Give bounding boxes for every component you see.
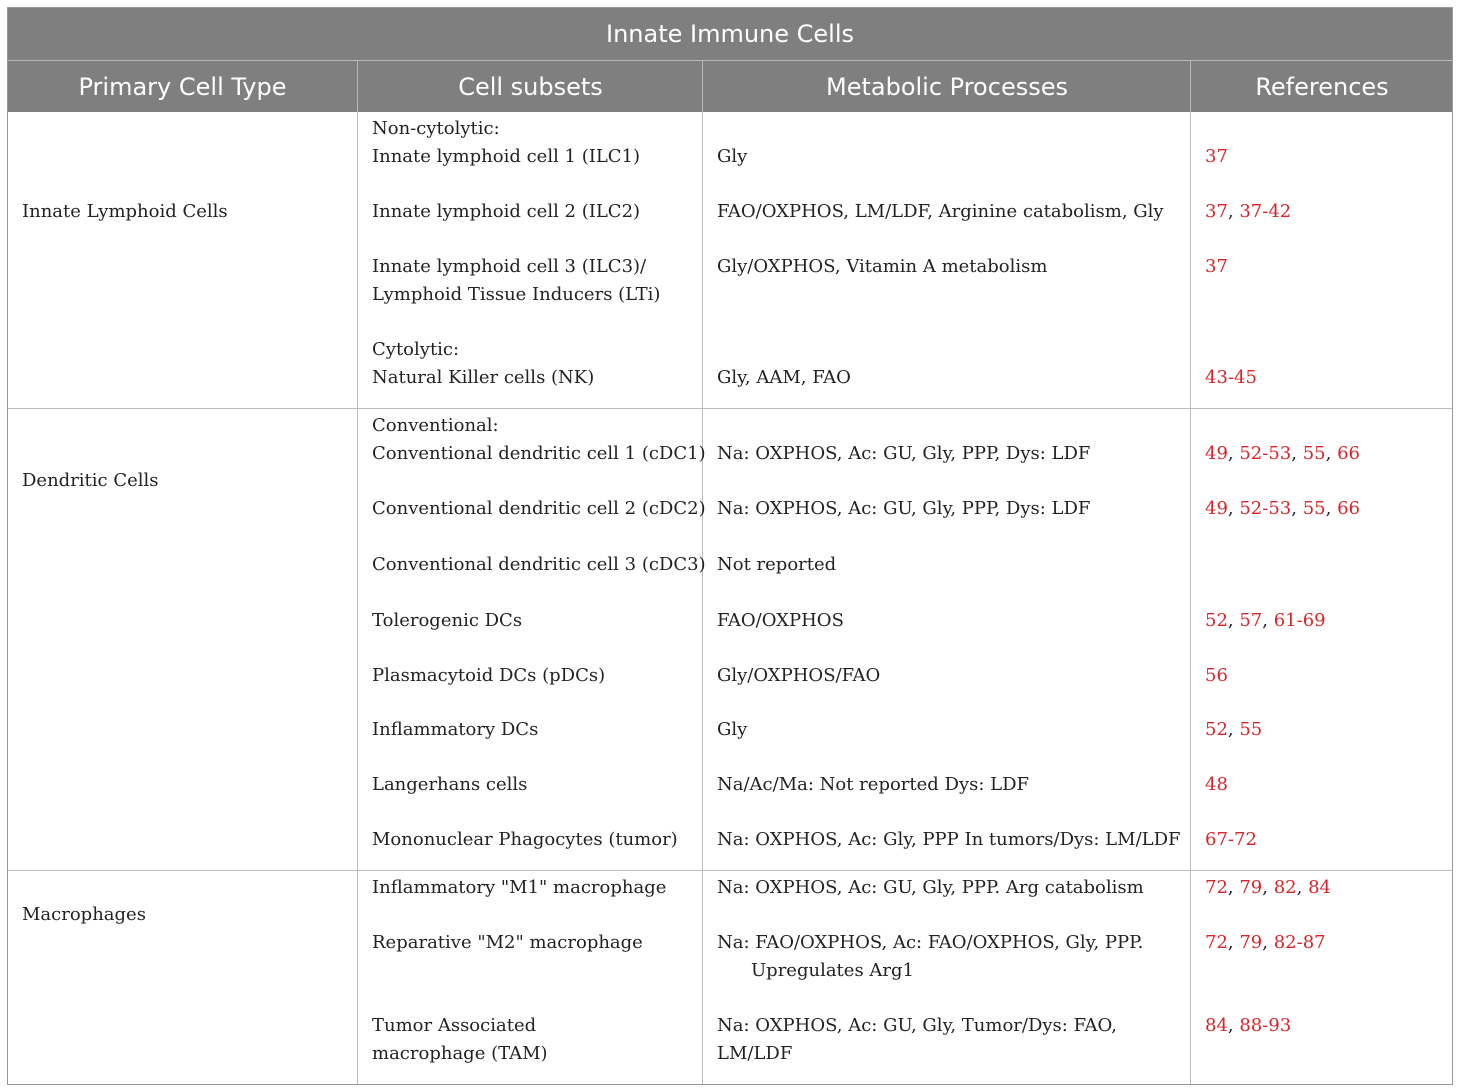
header-metabolic-processes: Metabolic Processes — [702, 61, 1191, 112]
subset-category-label: Cytolytic: — [372, 339, 460, 360]
reference-separator: , — [1262, 932, 1274, 953]
table-title: Innate Immune Cells — [8, 8, 1452, 60]
metabolic-process: Gly/OXPHOS, Vitamin A metabolism — [717, 256, 1048, 277]
metabolic-process: Na: OXPHOS, Ac: GU, Gly, PPP. Arg catabolism — [717, 877, 1144, 898]
cell-subset: Conventional dendritic cell 2 (cDC2) — [372, 498, 706, 519]
reference-link[interactable]: 72 — [1205, 877, 1228, 898]
reference-separator: , — [1227, 610, 1240, 631]
reference-link[interactable]: 61-69 — [1273, 610, 1326, 631]
reference-separator: , — [1227, 498, 1240, 519]
reference-link[interactable]: 52 — [1205, 610, 1228, 631]
header-primary-cell-type: Primary Cell Type — [78, 72, 287, 101]
reference-link[interactable]: 88-93 — [1239, 1015, 1292, 1036]
references-list — [1205, 929, 1326, 957]
reference-link[interactable]: 48 — [1205, 774, 1228, 795]
column-divider — [357, 111, 358, 1084]
metabolic-process: FAO/OXPHOS, LM/LDF, Arginine catabolism, Gly — [717, 201, 1164, 222]
reference-link[interactable]: 52 — [1205, 719, 1228, 740]
cell-subset: Conventional dendritic cell 1 (cDC1) — [372, 443, 706, 464]
references-list — [1205, 440, 1360, 468]
reference-separator: , — [1291, 443, 1303, 464]
references-list — [1205, 198, 1291, 226]
references-list — [1205, 1012, 1291, 1040]
header-references: References — [1190, 61, 1453, 112]
column-divider — [1190, 111, 1191, 1084]
reference-link[interactable]: 82 — [1273, 877, 1297, 898]
reference-separator: , — [1296, 877, 1309, 898]
references-list — [1205, 662, 1228, 690]
references-list — [1205, 771, 1228, 799]
primary-cell-type: Macrophages — [22, 904, 146, 925]
cell-subset: Reparative "M2" macrophage — [372, 932, 643, 953]
group-divider — [8, 870, 1452, 871]
reference-link[interactable]: 57 — [1239, 610, 1263, 631]
reference-link[interactable]: 52-53 — [1239, 498, 1292, 519]
references-list — [1205, 495, 1360, 523]
reference-separator: , — [1227, 1015, 1240, 1036]
metabolic-process: LM/LDF — [717, 1043, 793, 1064]
metabolic-process: Gly — [717, 146, 748, 167]
reference-link[interactable]: 79 — [1239, 877, 1263, 898]
cell-subset: Lymphoid Tissue Inducers (LTi) — [372, 284, 661, 305]
metabolic-process: Upregulates Arg1 — [751, 960, 914, 981]
references-list — [1205, 826, 1257, 854]
reference-link[interactable]: 72 — [1205, 932, 1228, 953]
references-list — [1205, 874, 1331, 902]
cell-subset: Innate lymphoid cell 2 (ILC2) — [372, 201, 641, 222]
primary-cell-type: Dendritic Cells — [22, 470, 159, 491]
table-header-row — [8, 60, 1452, 112]
reference-link[interactable]: 55 — [1239, 719, 1263, 740]
metabolic-process: Na/Ac/Ma: Not reported Dys: LDF — [717, 774, 1030, 795]
metabolic-process: Na: OXPHOS, Ac: GU, Gly, PPP, Dys: LDF — [717, 498, 1091, 519]
reference-link[interactable]: 37 — [1205, 146, 1228, 167]
reference-separator: , — [1291, 498, 1303, 519]
reference-separator: , — [1227, 877, 1240, 898]
cell-subset: Inflammatory DCs — [372, 719, 539, 740]
cell-subset: Langerhans cells — [372, 774, 528, 795]
reference-separator: , — [1227, 932, 1240, 953]
reference-link[interactable]: 52-53 — [1239, 443, 1292, 464]
metabolic-process: Gly, AAM, FAO — [717, 367, 851, 388]
cell-subset: Plasmacytoid DCs (pDCs) — [372, 665, 606, 686]
subset-category-label: Conventional: — [372, 415, 499, 436]
cell-subset: Tumor Associated — [372, 1015, 537, 1036]
reference-link[interactable]: 56 — [1205, 665, 1228, 686]
reference-link[interactable]: 79 — [1239, 932, 1263, 953]
reference-separator: , — [1227, 719, 1240, 740]
metabolic-process: Gly — [717, 719, 748, 740]
cell-subset: Conventional dendritic cell 3 (cDC3) — [372, 554, 706, 575]
metabolic-process: Na: OXPHOS, Ac: GU, Gly, Tumor/Dys: FAO, — [717, 1015, 1117, 1036]
cell-subset: Innate lymphoid cell 1 (ILC1) — [372, 146, 641, 167]
group-divider — [8, 408, 1452, 409]
innate-immune-cells-table — [7, 7, 1453, 1085]
cell-subset: Tolerogenic DCs — [372, 610, 523, 631]
reference-separator: , — [1262, 610, 1274, 631]
reference-link[interactable]: 66 — [1337, 443, 1360, 464]
reference-link[interactable]: 84 — [1205, 1015, 1228, 1036]
cell-subset: Natural Killer cells (NK) — [372, 367, 595, 388]
primary-cell-type: Innate Lymphoid Cells — [22, 201, 228, 222]
column-divider — [702, 111, 703, 1084]
metabolic-process: Not reported — [717, 554, 837, 575]
reference-link[interactable]: 67-72 — [1205, 829, 1257, 850]
header-cell-subsets: Cell subsets — [357, 61, 703, 112]
cell-subset: Mononuclear Phagocytes (tumor) — [372, 829, 678, 850]
references-list — [1205, 716, 1262, 744]
cell-subset: Inflammatory "M1" macrophage — [372, 877, 667, 898]
reference-link[interactable]: 55 — [1302, 498, 1326, 519]
metabolic-process: FAO/OXPHOS — [717, 610, 844, 631]
reference-separator: , — [1227, 201, 1240, 222]
metabolic-process: Na: OXPHOS, Ac: GU, Gly, PPP, Dys: LDF — [717, 443, 1091, 464]
reference-link[interactable]: 82-87 — [1273, 932, 1326, 953]
references-list — [1205, 143, 1228, 171]
metabolic-process: Na: FAO/OXPHOS, Ac: FAO/OXPHOS, Gly, PPP. — [717, 932, 1144, 953]
references-list — [1205, 607, 1326, 635]
reference-link[interactable]: 55 — [1302, 443, 1326, 464]
reference-separator: , — [1325, 443, 1338, 464]
subset-category-label: Non-cytolytic: — [372, 118, 500, 139]
cell-subset: macrophage (TAM) — [372, 1043, 548, 1064]
reference-link[interactable]: 43-45 — [1205, 367, 1257, 388]
reference-link[interactable]: 37-42 — [1239, 201, 1292, 222]
reference-link[interactable]: 49 — [1205, 443, 1228, 464]
metabolic-process: Gly/OXPHOS/FAO — [717, 665, 881, 686]
metabolic-process: Na: OXPHOS, Ac: Gly, PPP In tumors/Dys: LM/LDF — [717, 829, 1181, 850]
reference-link[interactable]: 66 — [1337, 498, 1360, 519]
references-list — [1205, 253, 1228, 281]
reference-link[interactable]: 49 — [1205, 498, 1228, 519]
reference-separator: , — [1262, 877, 1274, 898]
reference-link[interactable]: 37 — [1205, 256, 1228, 277]
cell-subset: Innate lymphoid cell 3 (ILC3)/ — [372, 256, 647, 277]
reference-link[interactable]: 84 — [1308, 877, 1331, 898]
reference-link[interactable]: 37 — [1205, 201, 1228, 222]
reference-separator: , — [1227, 443, 1240, 464]
references-list — [1205, 364, 1257, 392]
reference-separator: , — [1325, 498, 1338, 519]
